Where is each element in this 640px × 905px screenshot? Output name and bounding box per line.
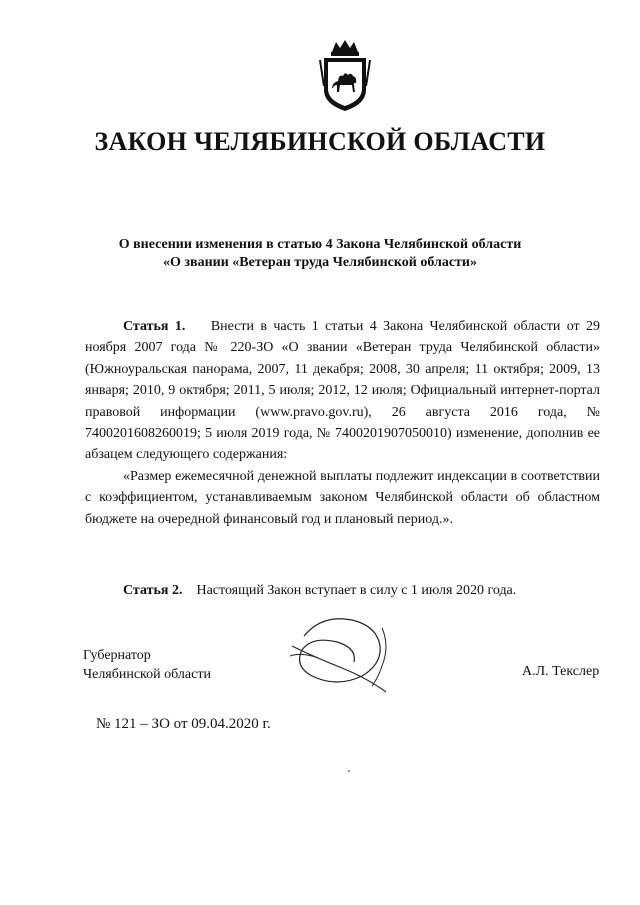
article-1-heading: Статья 1. [123,319,186,334]
handwritten-signature-icon [282,606,402,698]
article-1 [85,316,600,530]
article-1-paragraph [85,316,600,466]
article-2 [85,581,600,601]
document-title: ЗАКОН ЧЕЛЯБИНСКОЙ ОБЛАСТИ [94,127,546,156]
coat-of-arms-icon [318,38,372,114]
scan-speck [348,770,350,772]
position-line-1: Губернатор [83,648,151,663]
article-1-quote: «Размер ежемесячной денежной выплаты подлежит индексации в соответствии с коэффициентом, устанавливаемым законом Челябинской области об областном бюджете на очередной финансовый год и плановый период.». [85,468,600,527]
article-2-heading: Статья 2. [123,583,183,598]
law-number-date: № 121 – ЗО от 09.04.2020 г. [96,716,271,732]
signatory-name: А.Л. Текслер [522,664,600,679]
position-line-2: Челябинской области [83,667,211,682]
subtitle-line-1: О внесении изменения в статью 4 Закона Челябинской области [118,237,522,252]
signatory-position [83,646,211,684]
article-2-text: Настоящий Закон вступает в силу с 1 июля 2020 года. [196,583,517,598]
article-1-text: Внести в часть 1 статьи 4 Закона Челябинской области от 29 ноября 2007 года № 220-ЗО «О звании «Ветеран труда Челябинской области» (Южноуральская панорама, 2007, 11 декабря; 2008, 30 апреля; 11 октября; 2009, 13 января; 2010, 9 октября; 2011, 5 июля; 2012, 12 июля; Официальный интернет-портал правовой информации (www.pravo.gov.ru), 26 августа 2016 года, № 7400201608260019; 5 июля 2019 года, № 7400201907050010) изменение, дополнив ее абзацем следующего содержания: [85,319,601,463]
subtitle-line-2: «О звании «Ветеран труда Челябинской области» [163,255,477,270]
law-subtitle [0,236,640,272]
